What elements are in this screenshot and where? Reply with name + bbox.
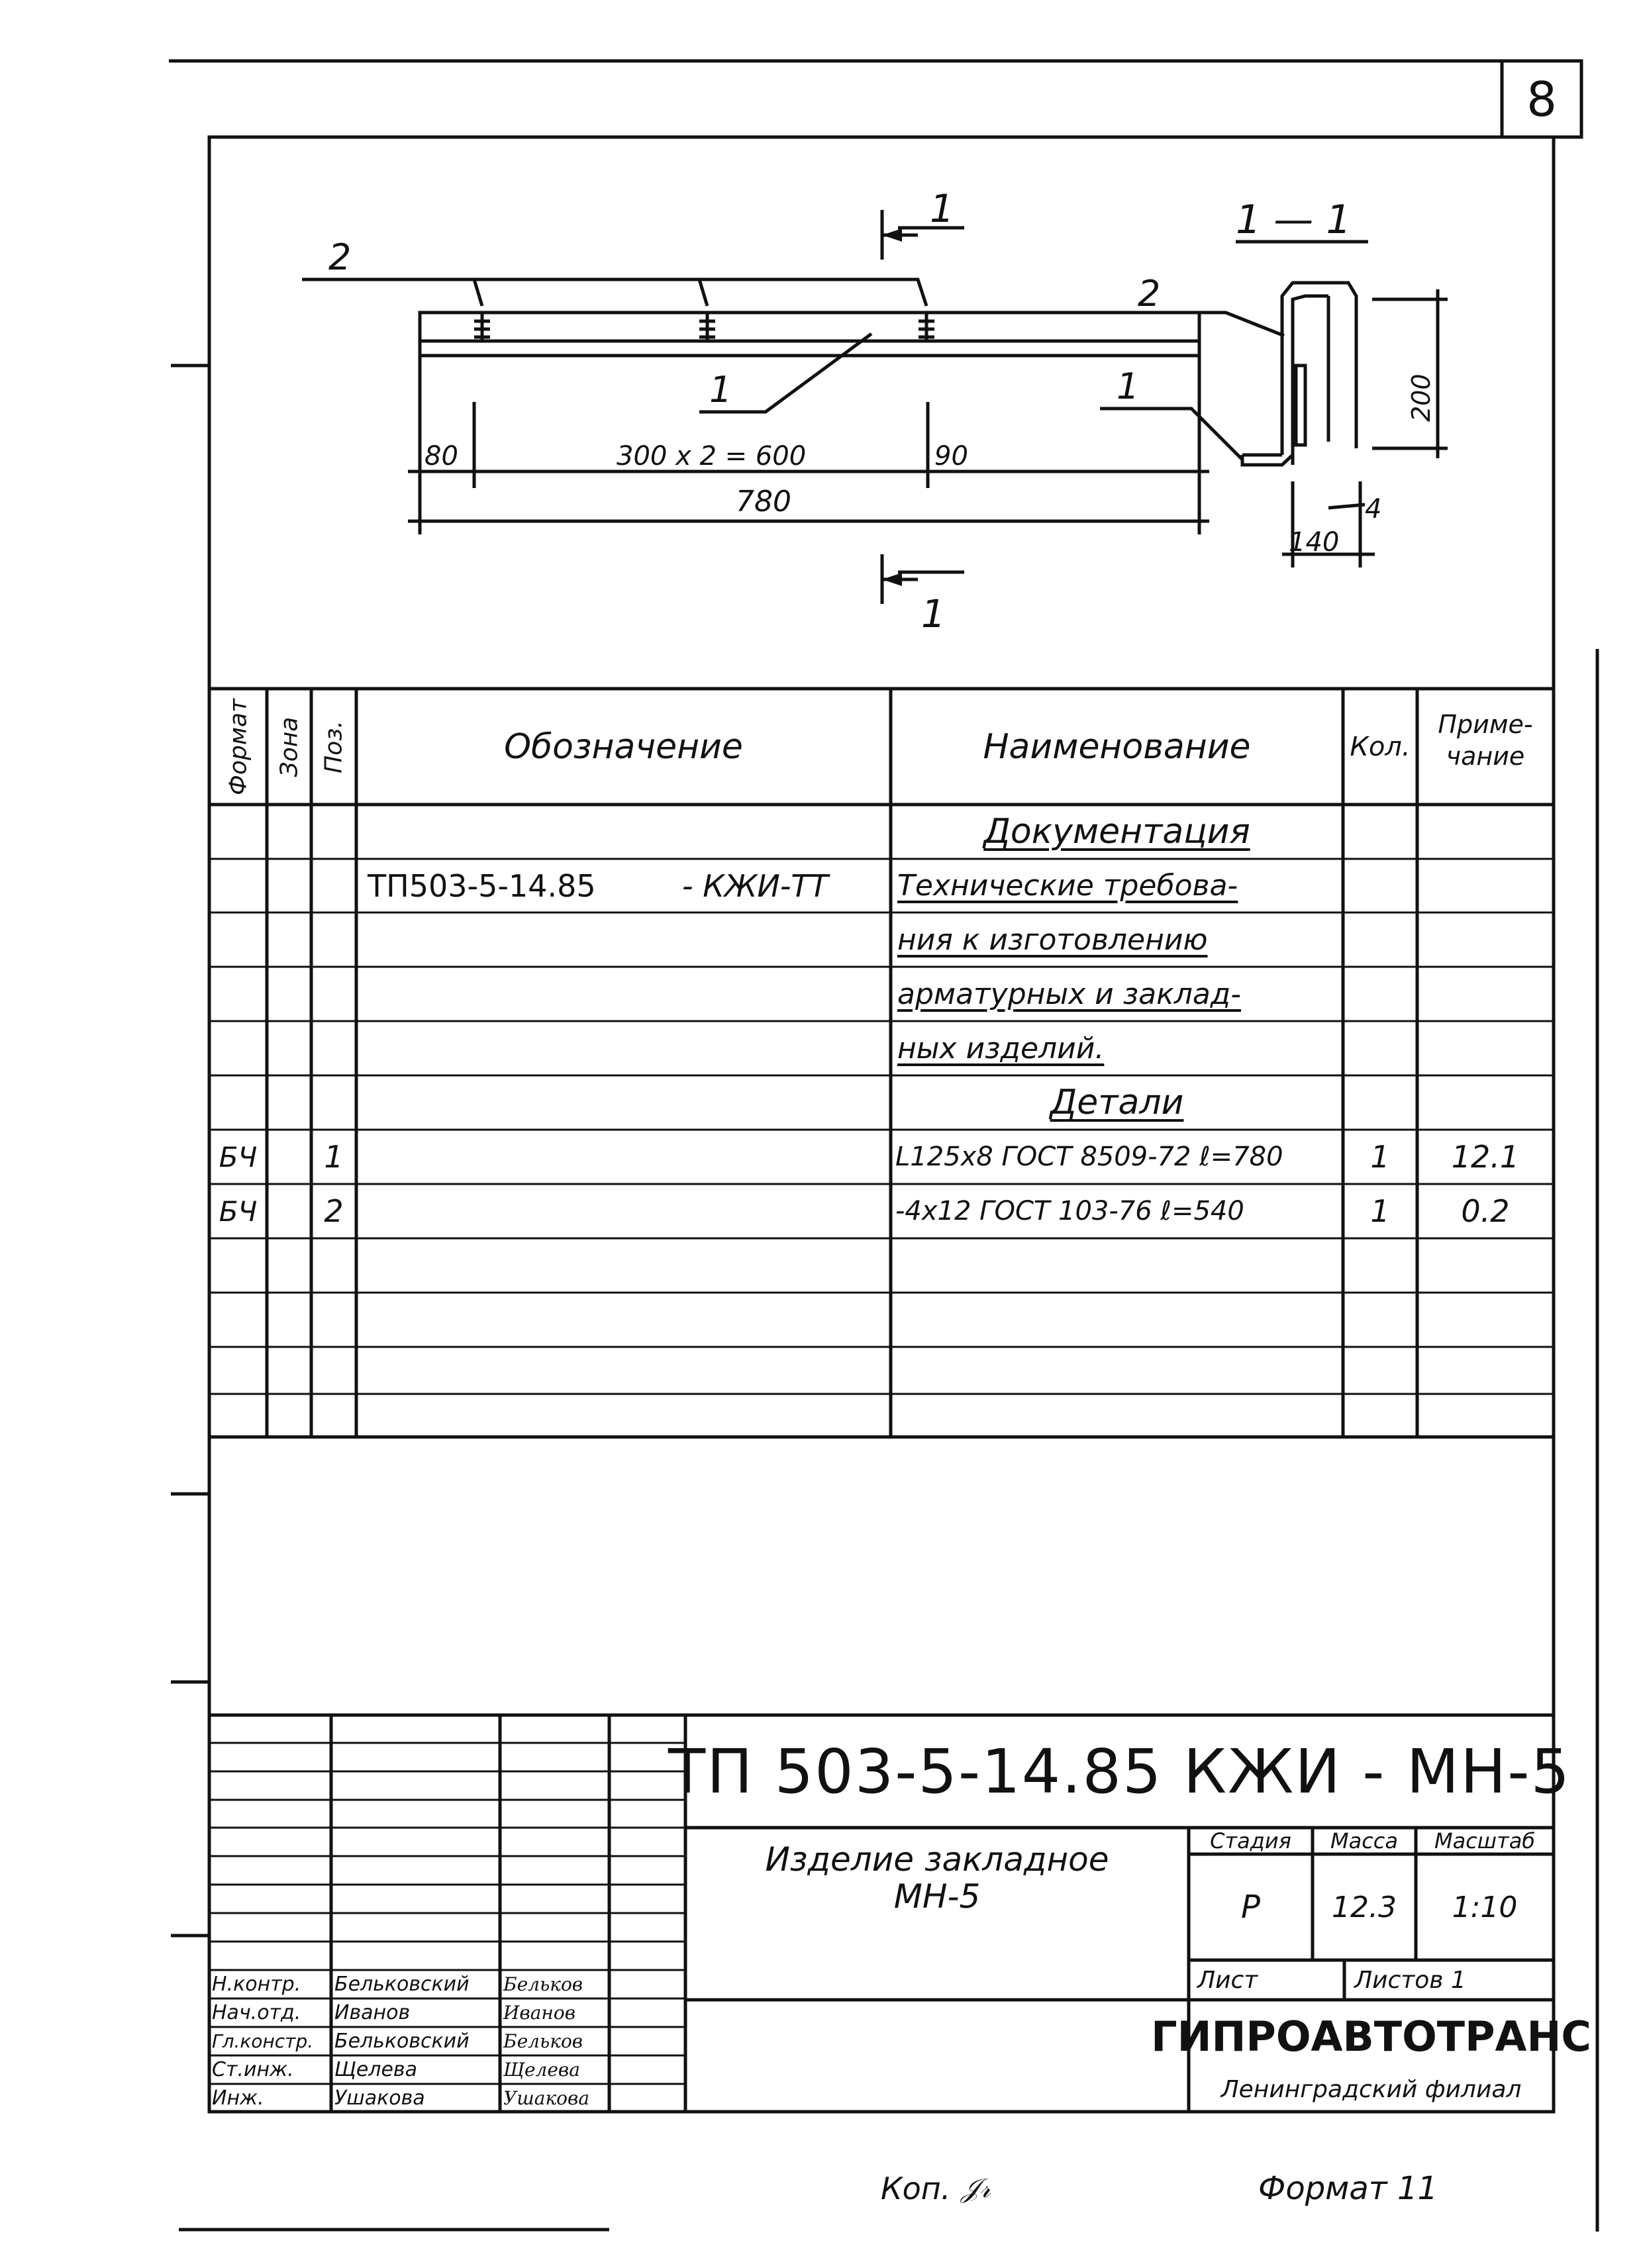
dim-thickness: 4	[1365, 494, 1382, 524]
staff-signature-3: Бельков	[503, 2030, 583, 2052]
section-parts-label: Детали	[1050, 1083, 1184, 1122]
header-zone-cell	[267, 689, 311, 805]
header-note-line2: чание	[1446, 742, 1525, 771]
staff-role-5: Инж.	[212, 2086, 264, 2110]
header-zone: Зона	[275, 716, 303, 777]
doc-name-line-2: ния к изготовлению	[897, 922, 1208, 957]
section-documentation-label: Документация	[983, 812, 1250, 852]
scale-label: Масштаб	[1434, 1828, 1536, 1853]
staff-role-1: Н.контр.	[212, 1973, 301, 1996]
pos-label-1: 1	[709, 369, 732, 411]
dim-total: 780	[736, 485, 791, 518]
item-title-line1: Изделие закладное	[765, 1840, 1109, 1879]
pos-label-2-section: 2	[1138, 273, 1161, 315]
dim-middle: 300 x 2 = 600	[617, 441, 807, 471]
doc-designation-suffix: - КЖИ-ТТ	[682, 867, 828, 904]
doc-name-line-3: арматурных и заклад-	[897, 977, 1242, 1011]
pos-label-2: 2	[328, 236, 352, 278]
organization-branch: Ленинградский филиал	[1220, 2075, 1522, 2103]
pos-label-1-section: 1	[1117, 366, 1140, 407]
staff-role-4: Ст.инж.	[212, 2058, 294, 2081]
organization-name: ГИПРОАВТОТРАНС	[1151, 2012, 1591, 2061]
section-documentation	[891, 805, 1343, 859]
section-mark-bottom: 1	[921, 591, 946, 636]
item-title	[689, 1841, 1185, 1915]
sheet-number: 8	[1526, 71, 1557, 127]
staff-signature-5: Ушакова	[503, 2087, 590, 2109]
section-mark-top: 1	[930, 186, 954, 231]
staff-name-3: Бельковский	[334, 2030, 470, 2053]
header-format-cell	[209, 689, 267, 805]
section-title: 1 — 1	[1236, 197, 1352, 243]
header-pos-cell	[311, 689, 356, 805]
row2-name: -4x12 ГОСТ 103-76 ℓ=540	[895, 1196, 1244, 1226]
doc-name-line-4: ных изделий.	[897, 1031, 1105, 1065]
row2-pos: 2	[324, 1193, 344, 1229]
header-qty: Кол.	[1350, 731, 1411, 762]
header-pos: Поз.	[320, 720, 348, 773]
dim-right: 90	[934, 441, 968, 471]
angle-plate	[420, 313, 1199, 356]
row2-note: 0.2	[1461, 1193, 1510, 1229]
doc-designation: ТП503-5-14.85	[368, 867, 596, 904]
item-title-line2: МН-5	[893, 1877, 981, 1916]
format-note: Формат 11	[1258, 2170, 1438, 2207]
staff-name-1: Бельковский	[334, 1973, 470, 1996]
stage-label: Стадия	[1210, 1828, 1291, 1853]
copier-signature-icon: 𝒥𝓇	[961, 2173, 991, 2204]
row1-qty: 1	[1370, 1139, 1390, 1175]
mass-value: 12.3	[1332, 1890, 1397, 1924]
mass-label: Масса	[1330, 1828, 1398, 1853]
document-code: ТП 503-5-14.85 КЖИ - МН-5	[668, 1736, 1571, 1807]
header-format: Формат	[224, 698, 252, 795]
sheets-label: Листов 1	[1354, 1966, 1466, 1994]
row1-pos: 1	[324, 1139, 344, 1175]
header-note-line1: Приме-	[1438, 710, 1533, 739]
staff-role-2: Нач.отд.	[212, 2001, 301, 2024]
header-name: Наименование	[983, 726, 1251, 767]
staff-name-5: Ушакова	[334, 2086, 425, 2110]
copied-label: Коп. 𝒥𝓇	[881, 2171, 991, 2206]
staff-role-3: Гл.констр.	[212, 2030, 314, 2052]
dim-height: 200	[1407, 373, 1436, 422]
staff-signature-4: Щелева	[503, 2059, 580, 2081]
technical-drawing	[209, 137, 1554, 689]
staff-signature-2: Иванов	[503, 2002, 576, 2024]
header-note	[1417, 709, 1554, 772]
sheet-label: Лист	[1197, 1966, 1258, 1994]
row1-name: L125x8 ГОСТ 8509-72 ℓ=780	[895, 1142, 1283, 1172]
stage-value: Р	[1241, 1889, 1260, 1926]
dim-left: 80	[424, 441, 458, 471]
staff-signature-1: Бельков	[503, 1973, 583, 1995]
scale-value: 1:10	[1452, 1890, 1518, 1924]
staff-name-4: Щелева	[334, 2058, 417, 2081]
header-designation: Обозначение	[504, 726, 743, 767]
row2-qty: 1	[1370, 1193, 1390, 1229]
section-parts	[891, 1075, 1343, 1130]
staff-name-2: Иванов	[334, 2001, 411, 2024]
doc-name-line-1: Технические требова-	[897, 869, 1238, 903]
row1-note: 12.1	[1451, 1139, 1520, 1175]
row2-format: БЧ	[219, 1195, 258, 1228]
dim-width: 140	[1289, 527, 1340, 558]
row1-format: БЧ	[219, 1140, 258, 1173]
